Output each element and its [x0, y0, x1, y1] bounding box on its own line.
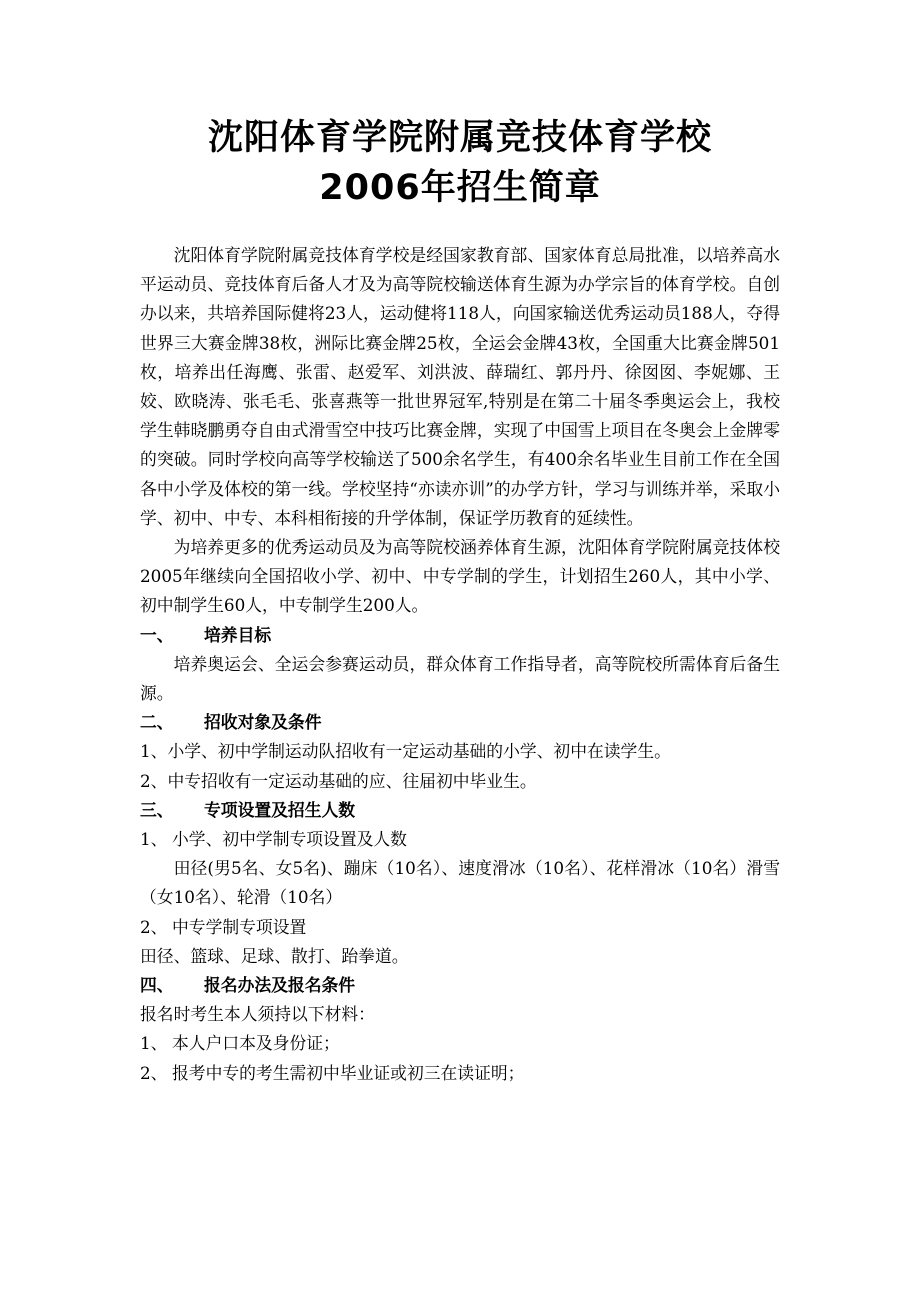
item-text: 中专学制专项设置 [172, 916, 307, 937]
section-number: 一、 [140, 624, 174, 645]
section-3-item-2-detail: 田径、篮球、足球、散打、跆拳道。 [140, 945, 409, 966]
section-1-text: 培养奥运会、全运会参赛运动员，群众体育工作指导者，高等院校所需体育后备生源。 [140, 653, 780, 704]
section-4-lead: 报名时考生本人须持以下材料： [140, 1004, 375, 1025]
section-number: 四、 [140, 975, 174, 996]
section-4-item-1 [140, 1029, 780, 1058]
section-number: 三、 [140, 799, 174, 820]
document-body [140, 241, 780, 1088]
section-2-item-1: 1、小学、初中学制运动队招收有一定运动基础的小学、初中在读学生。 [140, 741, 671, 762]
item-text: 报考中专的考生需初中毕业证或初三在读证明； [172, 1062, 525, 1083]
section-3-item-2 [140, 913, 780, 942]
item-number: 1、 [140, 1033, 168, 1054]
intro-paragraph-2: 为培养更多的优秀运动员及为高等院校涵养体育生源，沈阳体育学院附属竞技体校2005年继续向全国招收小学、初中、中专学制的学生，计划招生260人，其中小学、初中制学生60人，中专制学生200人。 [140, 537, 780, 616]
item-number: 1、 [140, 829, 168, 850]
section-title: 专项设置及招生人数 [204, 799, 356, 820]
section-2-item-2: 2、中专招收有一定运动基础的应、往届初中毕业生。 [140, 770, 537, 791]
section-title: 报名办法及报名条件 [204, 975, 356, 996]
item-text: 小学、初中学制专项设置及人数 [172, 829, 407, 850]
section-heading-3 [140, 796, 780, 825]
section-title: 招收对象及条件 [204, 712, 322, 733]
document-title: 沈阳体育学院附属竞技体育学校 [207, 118, 712, 158]
section-number: 二、 [140, 712, 174, 733]
section-3-item-1 [140, 825, 780, 854]
section-heading-1 [140, 621, 780, 650]
document-subtitle: 2006年招生简章 [319, 168, 601, 208]
section-3-item-1-detail: 田径(男5名、女5名)、蹦床（10名）、速度滑冰（10名）、花样滑冰（10名）滑雪（女10名）、轮滑（10名） [140, 858, 780, 908]
item-text: 本人户口本及身份证； [172, 1033, 340, 1054]
section-heading-4 [140, 971, 780, 1000]
section-title: 培养目标 [204, 624, 272, 645]
section-heading-2 [140, 708, 780, 737]
item-number: 2、 [140, 916, 168, 937]
intro-paragraph-1: 沈阳体育学院附属竞技体育学校是经国家教育部、国家体育总局批准，以培养高水平运动员、竞技体育后备人才及为高等院校输送体育生源为办学宗旨的体育学校。自创办以来，共培养国际健将23人，运动健将118人，向国家输送优秀运动员188人，夺得世界三大赛金牌38枚，洲际比赛金牌25枚，全运会金牌43枚，全国重大比赛金牌501枚，培养出任海鹰、张雷、赵爱军、刘洪波、薛瑞红、郭丹丹、徐囡囡、李妮娜、王姣、欧晓涛、张毛毛、张喜燕等一批世界冠军,特别是在第二十届冬季奥运会上，我校学生韩晓鹏勇夺自由式滑雪空中技巧比赛金牌，实现了中国雪上项目在冬奥会上金牌零的突破。同时学校向高等学校输送了500余名学生，有400余名毕业生目前工作在全国各中小学及体校的第一线。学校坚持“亦读亦训”的办学方针，学习与训练并举，采取小学、初中、中专、本科相衔接的升学体制，保证学历教育的延续性。 [140, 245, 780, 528]
item-number: 2、 [140, 1062, 168, 1083]
section-4-item-2 [140, 1059, 780, 1088]
